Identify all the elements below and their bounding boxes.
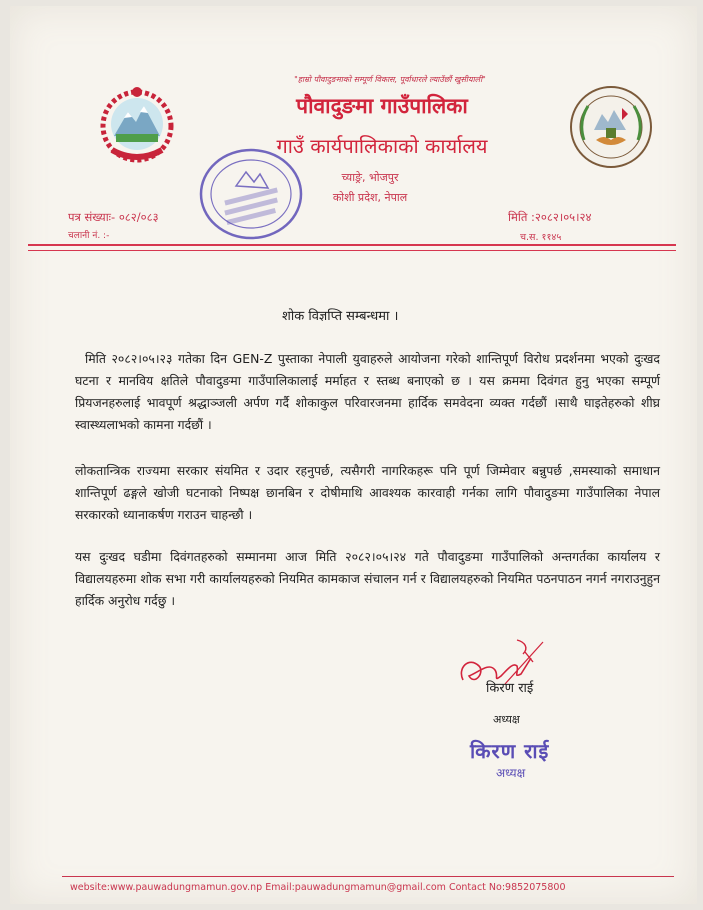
address-line-2: कोशी प्रदेश, नेपाल (332, 191, 408, 204)
signatory-name: किरण राई (486, 681, 534, 696)
paragraph-1: मिति २०८२।०५।२३ गतेका दिन GEN-Z पुस्ताका नेपाली युवाहरुले आयोजना गरेको शान्तिपूर्ण विरोध प्रदर्शनमा भएको दुःखद घटना र मानविय क्षतिले पौवादुङमा गाउँपालिकालाई मर्माहत र स्तब्ध बनाएको छ । यस क्रममा दिवंगत हुनु भएका सम्पूर्ण प्रियजनहरुलाई भावपूर्ण श्रद्धाञ्जली अर्पण गर्दै शोकाकुल परिवारजनमा हार्दिक समवेदना व्यक्त गर्दछौं ।साथै घाइतेहरुको शीघ्र स्वास्थ्यलाभको कामना गर्दछौं । (75, 351, 660, 432)
municipality-logo-icon (568, 84, 654, 170)
letter-subject: शोक विज्ञप्ति सम्बन्धमा । (282, 309, 399, 324)
signatory-title: अध्यक्ष (493, 713, 520, 726)
header-divider (28, 244, 676, 246)
reference-number: पत्र संख्याः- ०८२/०८३ (68, 210, 159, 224)
title-stamp: अध्यक्ष (496, 766, 526, 780)
nepal-emblem-icon (92, 84, 182, 168)
organization-name: पौवादुङमा गाउँपालिका (296, 94, 468, 118)
address-line-1: च्याङ्रे, भोजपुर (341, 171, 399, 184)
issue-number: च.स. ११४५ (520, 232, 562, 243)
paragraph-2: लोकतान्त्रिक राज्यमा सरकार संयमित र उदार रहनुपर्छ, त्यसैगरी नागरिकहरू पनि पूर्ण जिम्मेवार बन्नुपर्छ ,समस्याको समाधान शान्तिपूर्ण ढङ्गले खोजी घटनाको निष्पक्ष छानबिन र दोषीमाथि आवश्यक कारवाही गर्नका लागि पौवादुङमा गाउँपालिका नेपाल सरकारको ध्यानाकर्षण गराउन चाहन्छौ । (75, 463, 660, 522)
header-divider-thin (28, 250, 676, 251)
office-name: गाउँ कार्यपालिकाको कार्यालय (276, 134, 488, 158)
paragraph-3: यस दुःखद घडीमा दिवंगतहरुको सम्मानमा आज मिति २०८२।०५।२४ गते पौवादुङमा गाउँपालिको अन्तगर्तका कार्यालय र विद्यालयहरुमा शोक सभा गरी कार्यालयहरुको नियमित कामकाज संचालन गर्न र विद्यालयहरुको नियमित पठनपाठन नगर्न नगराउनुहुन हार्दिक अनुरोध गर्दछु । (75, 549, 660, 608)
footer-contact: website:www.pauwadungmamun.gov.np Email:pauwadungmamun@gmail.com Contact No:9852075800 (70, 882, 566, 893)
name-stamp: किरण राई (470, 739, 550, 763)
letter-date: मिति :२०८२।०५।२४ (508, 210, 592, 224)
letterhead-tagline: "हाम्रो पौवादुङमाको सम्पूर्ण विकास, पूर्वाधारले ल्याउँछौं खुसीयाली" (294, 75, 486, 84)
footer-divider (62, 876, 674, 877)
office-seal-icon (196, 144, 306, 244)
dispatch-number: चलानी नं. :- (68, 231, 110, 241)
